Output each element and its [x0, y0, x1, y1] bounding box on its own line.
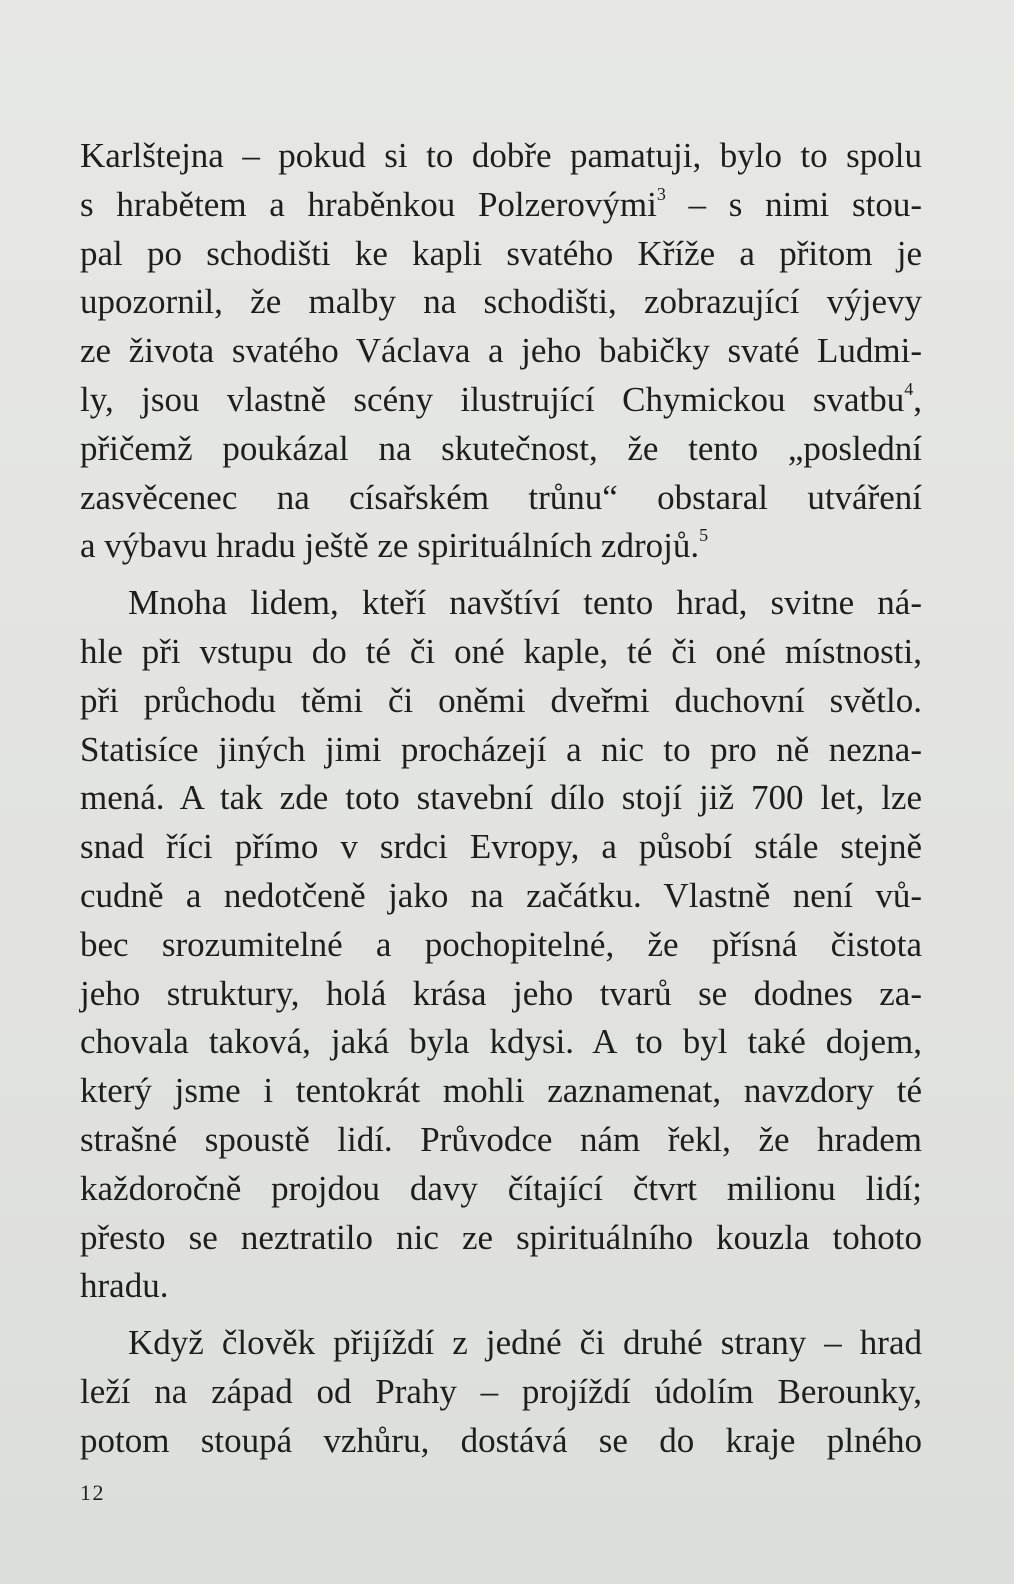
text-segment: přesto se neztratilo nic ze spirituálního kouzla tohoto — [80, 1217, 922, 1257]
text-line — [80, 726, 922, 775]
text-line — [80, 1262, 922, 1311]
text-segment: cudně a nedotčeně jako na začátku. Vlastně není vů- — [80, 875, 922, 915]
text-line — [80, 774, 922, 823]
text-segment: Když člověk přijíždí z jedné či druhé strany – hrad — [128, 1323, 922, 1363]
text-line — [80, 1018, 922, 1067]
page-number: 12 — [80, 1480, 105, 1505]
text-segment: leží na západ od Prahy – projíždí údolím Berounky, — [80, 1371, 922, 1411]
text-line — [80, 1214, 922, 1263]
text-segment: s hrabětem a hraběnkou Polzerovými — [80, 184, 657, 224]
text-segment: Statisíce jiných jimi procházejí a nic to pro ně nezna- — [80, 729, 922, 769]
text-segment: mená. A tak zde toto stavební dílo stojí již 700 let, lze — [80, 778, 922, 818]
text-segment: který jsme i tentokrát mohli zaznamenat, navzdory té — [80, 1071, 922, 1111]
text-segment: chovala taková, jaká byla kdysi. A to byl také dojem, — [80, 1022, 922, 1062]
text-segment: jeho struktury, holá krása jeho tvarů se dodnes za- — [80, 973, 922, 1013]
text-line — [80, 376, 922, 425]
text-segment: strašné spoustě lidí. Průvodce nám řekl, že hradem — [80, 1119, 922, 1159]
body-text — [80, 132, 922, 1466]
text-segment: bec srozumitelné a pochopitelné, že přísná čistota — [80, 924, 922, 964]
text-segment: ly, jsou vlastně scény ilustrující Chymickou svatbu — [80, 379, 905, 419]
text-line — [80, 132, 922, 181]
text-segment: Karlštejna – pokud si to dobře pamatuji, bylo to spolu — [80, 136, 922, 175]
text-segment: při průchodu těmi či oněmi dveřmi duchovní světlo. — [80, 680, 922, 720]
text-line — [80, 1319, 922, 1368]
text-segment: potom stoupá vzhůru, dostává se do kraje plného — [80, 1420, 922, 1460]
text-line — [80, 823, 922, 872]
text-segment: ze života svatého Václava a jeho babičky svaté Ludmi- — [80, 331, 922, 371]
text-line — [80, 921, 922, 970]
text-line — [80, 677, 922, 726]
text-line — [80, 278, 922, 327]
text-line — [80, 474, 922, 523]
footnote-marker: 3 — [656, 183, 666, 204]
text-segment: hradu. — [80, 1266, 169, 1306]
text-line — [80, 1067, 922, 1116]
text-line — [80, 970, 922, 1019]
text-segment: , — [913, 379, 922, 419]
text-segment: pal po schodišti ke kapli svatého Kříže a přitom je — [80, 233, 922, 273]
text-segment: zasvěcenec na císařském trůnu“ obstaral utváření — [80, 477, 922, 517]
paragraph — [80, 132, 922, 571]
text-line — [80, 628, 922, 677]
text-line — [80, 579, 922, 628]
text-segment: hle při vstupu do té či oné kaple, té či oné místnosti, — [80, 631, 922, 671]
text-line — [80, 522, 922, 571]
paragraph-gap — [80, 571, 922, 579]
text-line — [80, 230, 922, 279]
footnote-marker: 5 — [699, 525, 709, 546]
text-segment: Mnoha lidem, kteří navštíví tento hrad, svitne ná- — [128, 583, 922, 623]
text-segment: – s nimi stou- — [665, 184, 922, 224]
text-segment: a výbavu hradu ještě ze spirituálních zdrojů. — [80, 526, 700, 566]
text-segment: upozornil, že malby na schodišti, zobrazující výjevy — [80, 282, 922, 322]
paragraph-gap — [80, 1311, 922, 1319]
paragraph — [80, 1319, 922, 1465]
footnote-marker: 4 — [904, 378, 914, 399]
text-segment: snad říci přímo v srdci Evropy, a působí stále stejně — [80, 827, 922, 867]
text-line — [80, 1165, 922, 1214]
paragraph — [80, 579, 922, 1311]
text-line — [80, 872, 922, 921]
text-line — [80, 1368, 922, 1417]
text-line — [80, 1417, 922, 1466]
text-line — [80, 425, 922, 474]
text-line — [80, 327, 922, 376]
text-segment: přičemž poukázal na skutečnost, že tento „poslední — [80, 428, 922, 468]
text-line — [80, 1116, 922, 1165]
text-segment: každoročně projdou davy čítající čtvrt milionu lidí; — [80, 1168, 922, 1208]
text-line — [80, 181, 922, 230]
